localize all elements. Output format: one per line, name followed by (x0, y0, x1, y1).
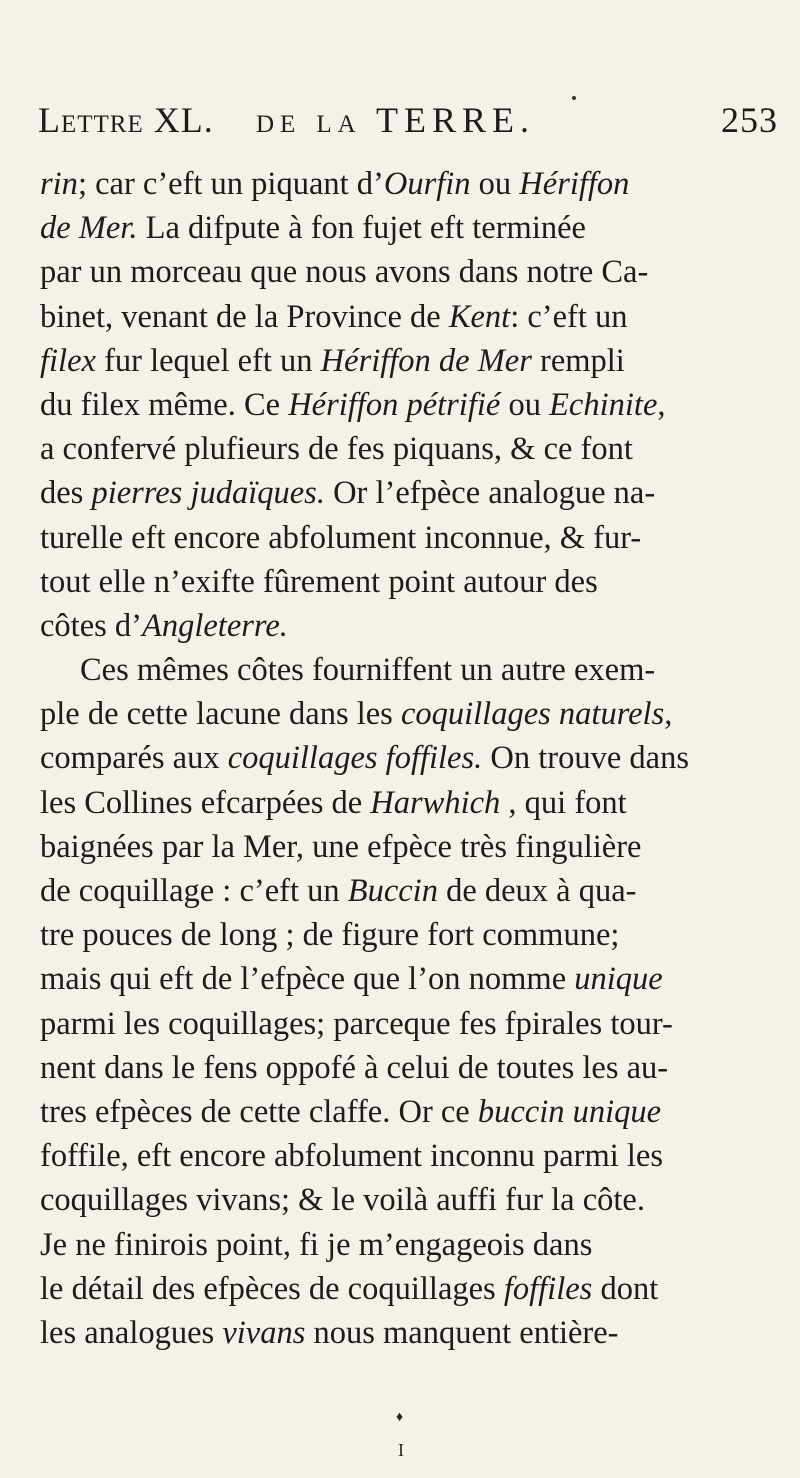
text-span: rempli (531, 342, 625, 379)
text-span: les Collines efcarpées de (40, 784, 371, 821)
italic-span: Kent (448, 298, 511, 335)
text-span: côtes d’ (40, 607, 142, 644)
text-line (40, 1046, 770, 1090)
text-span: tre pouces de long ; de figure fort commune; (40, 917, 620, 954)
text-span: foffile, eft encore abfolument inconnu parmi les (40, 1138, 663, 1175)
text-line (40, 295, 770, 339)
text-line (40, 692, 770, 736)
italic-span: vivans (222, 1314, 306, 1351)
text-span: Ces mêmes côtes fourniffent un autre exem- (80, 652, 656, 689)
text-line (40, 427, 770, 471)
text-span: Or l’efpèce analogue na- (324, 475, 656, 512)
text-span: On trouve dans (482, 740, 689, 777)
text-span: turelle eft encore abfolument inconnue, & fur- (40, 519, 642, 556)
text-span: , (664, 696, 673, 733)
body-text (40, 162, 770, 1355)
text-span: des (40, 475, 92, 512)
italic-span: buccin unique (477, 1093, 662, 1130)
text-line (40, 1178, 770, 1222)
text-span: mais qui eft de l’efpèce que l’on nomme (40, 961, 575, 998)
italic-span: Angleterre. (141, 607, 288, 644)
text-span: de coquillage : c’eft un (40, 873, 348, 909)
header-letter-number: Lettre XL. (38, 100, 214, 140)
text-span: comparés aux (40, 740, 228, 777)
text-span: Je ne finirois point, fi je m’engageois dans (40, 1226, 593, 1263)
italic-span: Buccin (347, 873, 438, 909)
text-span: ; car c’eft un piquant d’ (77, 166, 384, 202)
italic-span: de Mer. (40, 210, 138, 247)
page-number: 253 (721, 100, 778, 140)
text-span: de deux à qua- (437, 873, 637, 909)
italic-span: Harwhich (370, 784, 501, 821)
text-line (40, 339, 770, 383)
text-span: fur lequel eft un (95, 342, 321, 379)
text-span: : c’eft un (510, 298, 628, 335)
text-span: ple de cette lacune dans les (40, 696, 401, 733)
text-line (40, 1002, 770, 1046)
text-line (40, 1134, 770, 1178)
text-span: coquillages vivans; & le voilà auffi fur la côte. (40, 1182, 645, 1219)
text-span: nent dans le fens oppofé à celui de toutes les au- (40, 1049, 669, 1086)
text-line (40, 1223, 770, 1267)
text-line (40, 162, 770, 206)
text-line (40, 471, 770, 515)
italic-span: Echinite (549, 386, 658, 423)
text-span: , (657, 386, 666, 423)
text-span: a confervé plufieurs de fes piquans, & ce font (40, 431, 633, 468)
text-span: ou (470, 166, 520, 202)
text-line (40, 736, 770, 780)
footer-mark: I (398, 1440, 404, 1460)
italic-span: unique (574, 961, 663, 998)
text-span: ou (500, 386, 550, 423)
italic-span: rin (40, 166, 78, 202)
text-line (40, 560, 770, 604)
text-span: tout elle n’exifte fûrement point autour des (40, 563, 598, 600)
italic-span: Hériffon pétrifié (288, 386, 501, 423)
italic-span: Hériffon de Mer (320, 342, 532, 379)
text-line (40, 913, 770, 957)
text-span: du filex même. Ce (40, 386, 289, 423)
italic-span: Ourfin (383, 166, 471, 202)
text-line (40, 516, 770, 560)
text-line (40, 648, 770, 692)
text-span: tres efpèces de cette claffe. Or ce (40, 1093, 478, 1130)
text-line (40, 1090, 770, 1134)
text-span: parmi les coquillages; parceque fes fpirales tour- (40, 1005, 673, 1042)
text-line (40, 869, 770, 913)
text-line (40, 781, 770, 825)
text-line (40, 604, 770, 648)
text-line (40, 383, 770, 427)
text-span: par un morceau que nous avons dans notre Ca- (40, 254, 649, 291)
text-line (40, 1311, 770, 1355)
text-line (40, 1267, 770, 1311)
italic-span: coquillages naturels (400, 696, 665, 733)
text-span: , qui font (500, 784, 627, 821)
text-span: nous manquent entière- (305, 1314, 619, 1351)
text-line (40, 957, 770, 1001)
text-span: binet, venant de la Province de (40, 298, 449, 335)
text-line (40, 250, 770, 294)
italic-span: pierres judaïques. (91, 475, 325, 512)
italic-span: Hériffon (519, 166, 630, 202)
text-span: La difpute à fon fujet eft terminée (137, 210, 586, 247)
footer-ornament: ♦ (396, 1410, 404, 1425)
header-title: de la TERRE. (256, 100, 535, 140)
running-header (38, 100, 778, 140)
italic-span: coquillages foffiles. (227, 740, 483, 777)
italic-span: foffiles (503, 1270, 593, 1307)
text-span: les analogues (40, 1314, 223, 1351)
italic-span: filex (40, 342, 96, 379)
text-span: le détail des efpèces de coquillages (40, 1270, 504, 1307)
text-line (40, 825, 770, 869)
text-span: dont (592, 1270, 659, 1307)
text-span: baignées par la Mer, une efpèce très fingulière (40, 828, 642, 865)
text-line (40, 206, 770, 250)
